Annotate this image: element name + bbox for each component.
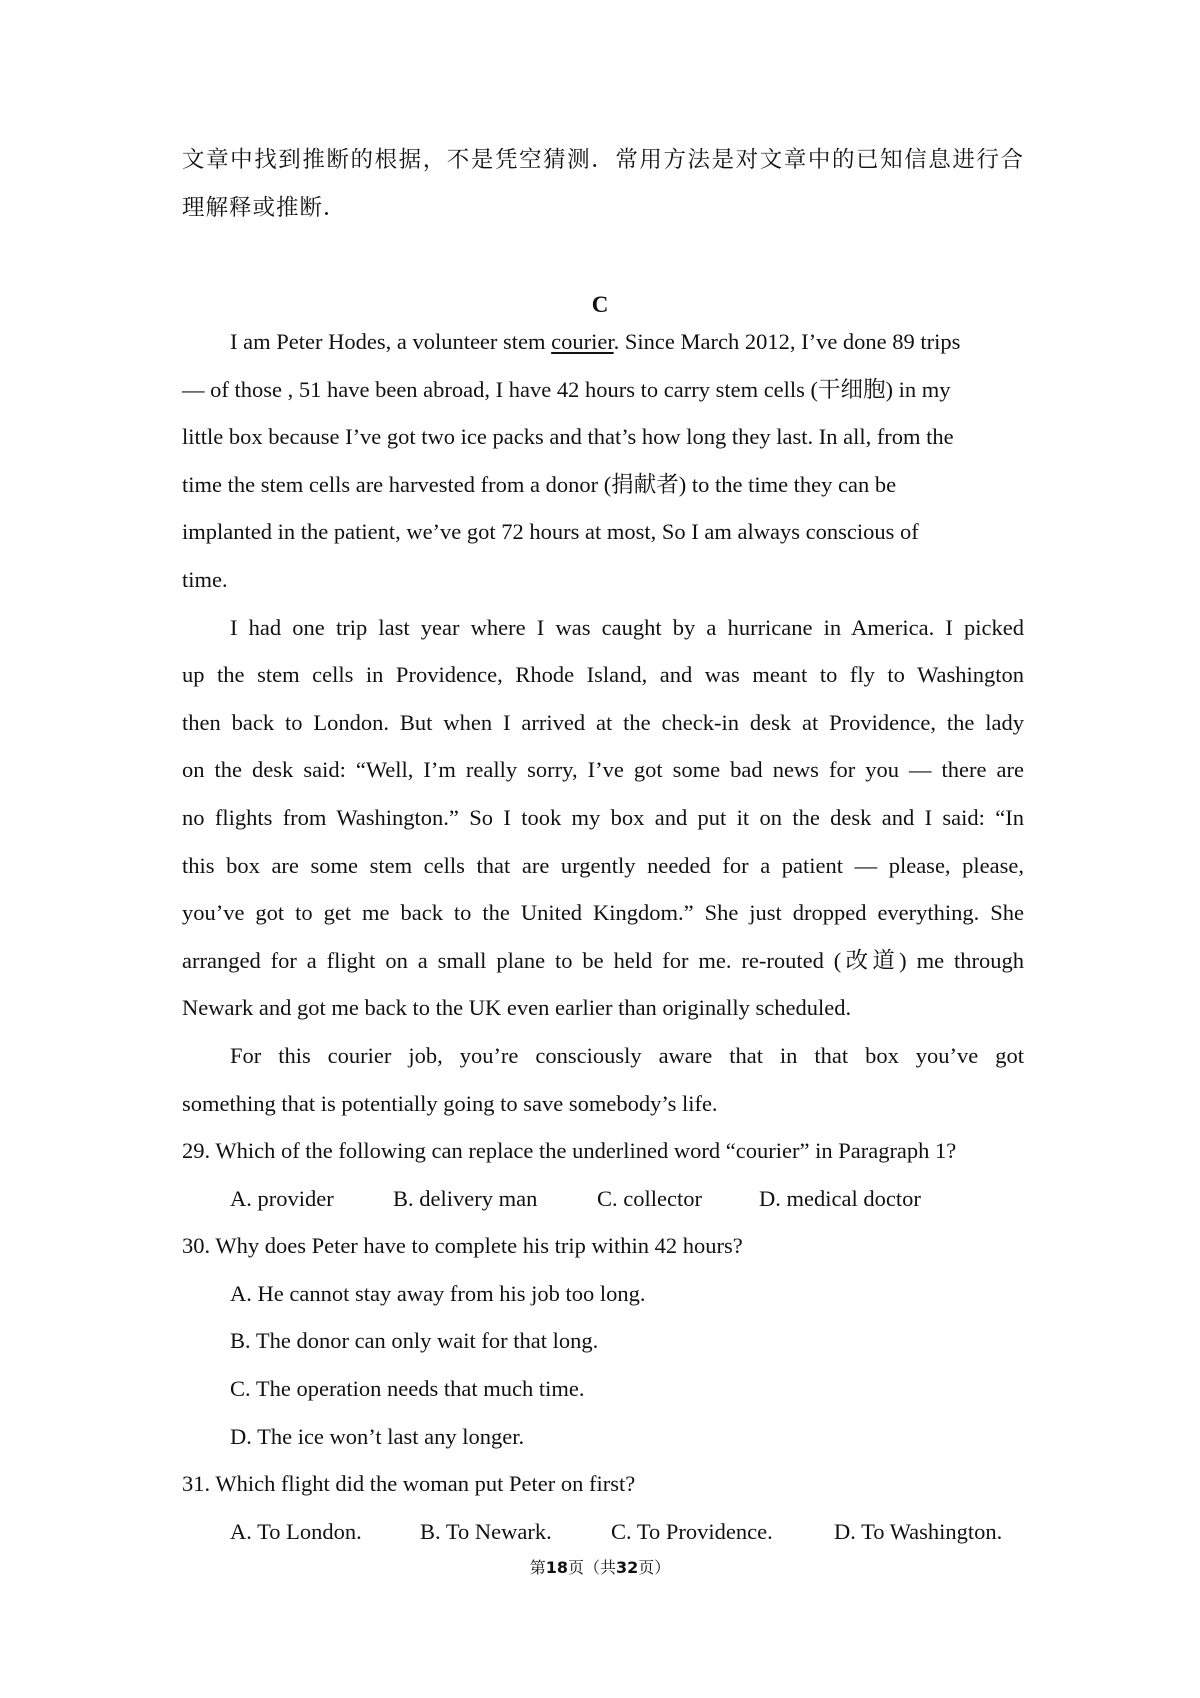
paragraph-1-line: little box because I’ve got two ice packs and that’s how long they last. In all, from the — [182, 424, 954, 450]
paragraph-2-line: Newark and got me back to the UK even earlier than originally scheduled. — [182, 995, 852, 1021]
option: D. medical doctor — [759, 1185, 921, 1211]
question-31-stem: 31. Which flight did the woman put Peter on first? — [182, 1471, 636, 1497]
option: B. delivery man — [393, 1185, 538, 1211]
passage — [182, 318, 1024, 1555]
option: A. provider — [230, 1185, 334, 1211]
page-footer: 第18页（共32页） — [529, 1558, 671, 1577]
option: D. To Washington. — [834, 1518, 1003, 1544]
question-29-stem: 29. Which of the following can replace the underlined word “courier” in Paragraph 1? — [182, 1138, 957, 1164]
paragraph-2-line: you’ve got to get me back to the United Kingdom.” She just dropped everything. She — [182, 900, 1024, 926]
option: C. collector — [597, 1185, 702, 1211]
page-number: 18 — [545, 1558, 568, 1577]
option: C. The operation needs that much time. — [230, 1376, 585, 1402]
option: D. The ice won’t last any longer. — [230, 1423, 525, 1449]
paragraph-1-line: time. — [182, 566, 228, 592]
page-total: 32 — [616, 1558, 639, 1577]
paragraph-2-line: on the desk said: “Well, I’m really sorry, I’ve got some bad news for you — there are — [182, 757, 1024, 783]
underlined-word-courier: courier — [551, 329, 614, 354]
paragraph-2-line: no flights from Washington.” So I took my box and put it on the desk and I said: “In — [182, 804, 1024, 830]
option: B. To Newark. — [420, 1518, 552, 1544]
option: C. To Providence. — [611, 1518, 773, 1544]
paragraph-3-line: For this courier job, you’re consciously aware that in that box you’ve got — [230, 1042, 1024, 1068]
option: A. To London. — [230, 1518, 362, 1544]
paragraph-2-line: I had one trip last year where I was caught by a hurricane in America. I picked — [230, 614, 1024, 640]
paragraph-1-line: — of those , 51 have been abroad, I have 42 hours to carry stem cells (干细胞) in my — [182, 376, 951, 402]
paragraph-3-line: something that is potentially going to save somebody’s life. — [182, 1090, 718, 1116]
paragraph-1-line: implanted in the patient, we’ve got 72 hours at most, So I am always conscious of — [182, 519, 919, 545]
section-title: C — [591, 292, 609, 317]
question-31-options — [182, 1508, 1024, 1556]
paragraph-1-line: I am Peter Hodes, a volunteer stem courier. Since March 2012, I’ve done 89 trips — [230, 329, 961, 354]
option: B. The donor can only wait for that long. — [230, 1328, 599, 1354]
intro-line: 文章中找到推断的根据，不是凭空猜测．常用方法是对文章中的已知信息进行合 — [182, 147, 1024, 172]
paragraph-2-line: up the stem cells in Providence, Rhode Island, and was meant to fly to Washington — [182, 662, 1024, 688]
question-29-options — [182, 1175, 1024, 1223]
intro-text — [182, 136, 1024, 231]
question-30-stem: 30. Why does Peter have to complete his trip within 42 hours? — [182, 1233, 743, 1259]
intro-line: 理解释或推断． — [182, 194, 347, 220]
paragraph-2-line: this box are some stem cells that are urgently needed for a patient — please, please, — [182, 852, 1024, 878]
paragraph-2-line: arranged for a flight on a small plane to be held for me. re-routed (改道) me through — [182, 947, 1024, 973]
paragraph-2-line: then back to London. But when I arrived at the check-in desk at Providence, the lady — [182, 709, 1024, 735]
paragraph-1-line: time the stem cells are harvested from a donor (捐献者) to the time they can be — [182, 471, 897, 497]
option: A. He cannot stay away from his job too long. — [230, 1280, 646, 1306]
